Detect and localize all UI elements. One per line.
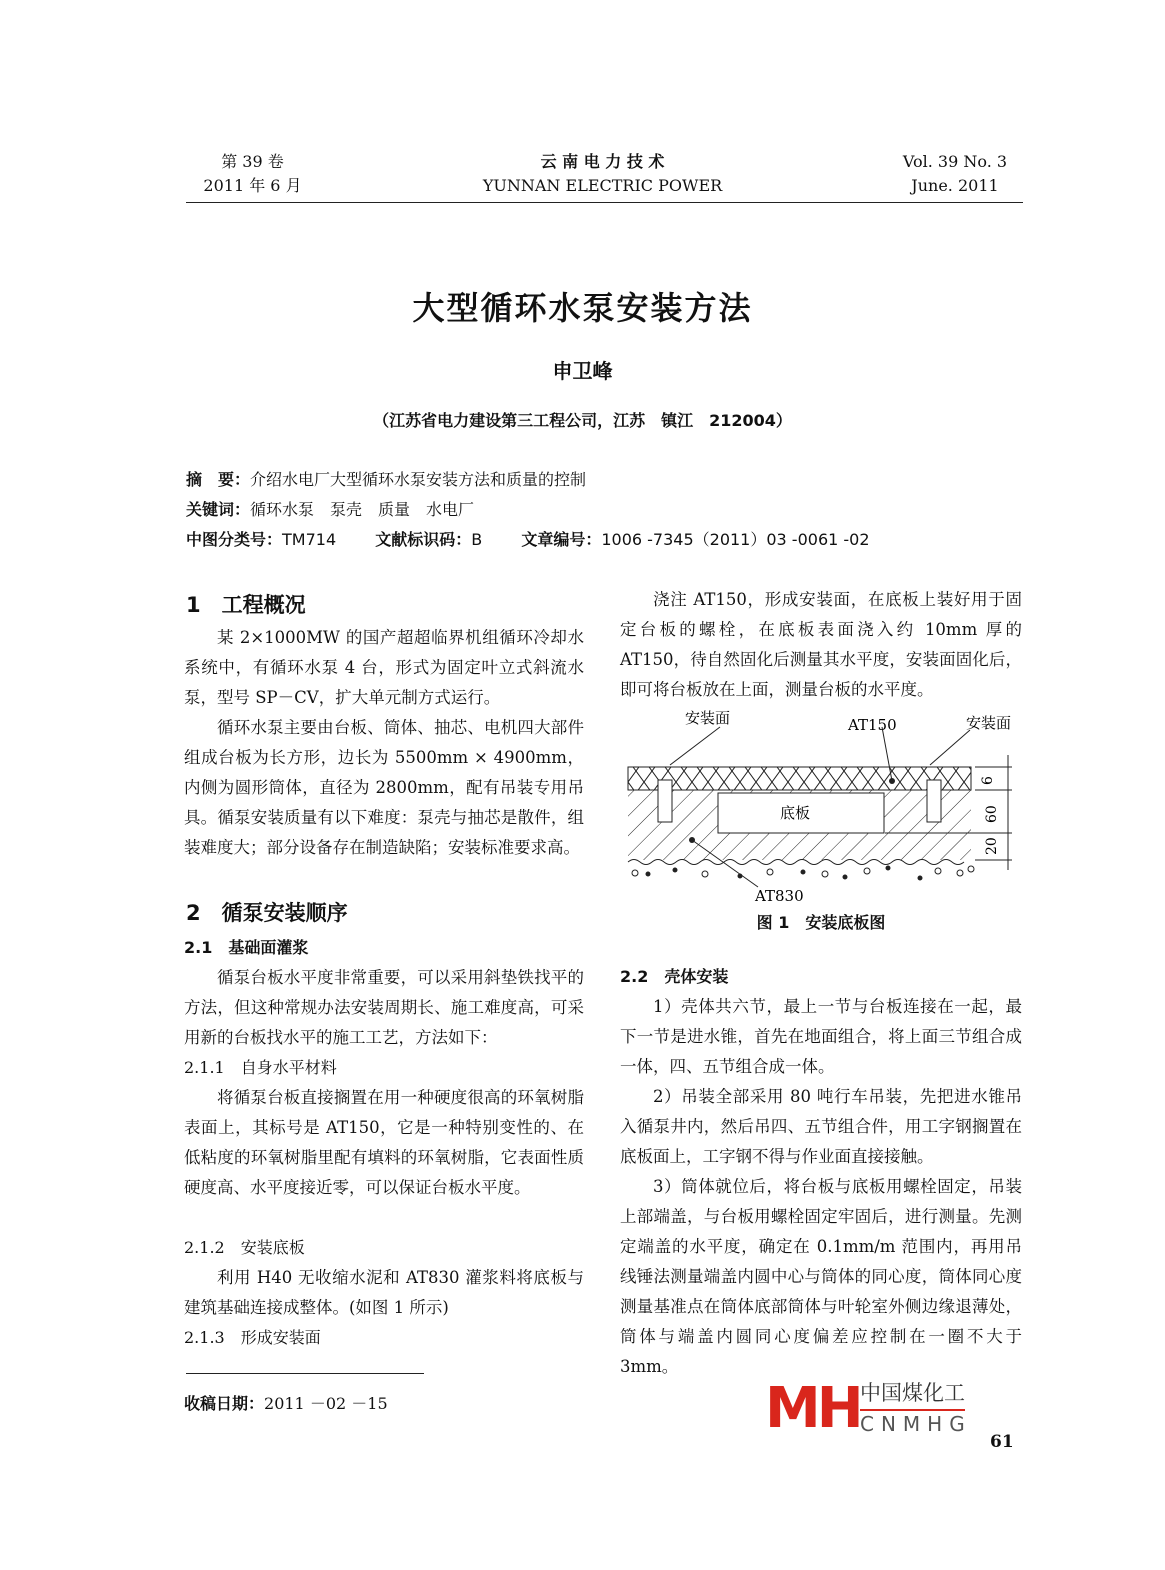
watermark-cn: 中国煤化工 [860, 1380, 965, 1411]
section-2-1-2-heading: 2.1.2 安装底板 [184, 1238, 305, 1257]
keywords-label: 关键词： [186, 500, 251, 519]
header-left [195, 150, 310, 198]
section-2-heading: 2 循泵安装顺序 [186, 901, 348, 925]
abstract-label: 摘 要： [186, 470, 251, 489]
section-2-1-heading: 2.1 基础面灌浆 [184, 938, 309, 957]
article-no-label: 文章编号： [521, 530, 602, 549]
left-text-2 [184, 963, 584, 1053]
abstract-text: 介绍水电厂大型循环水泵安装方法和质量的控制 [250, 470, 587, 489]
date-cn: 2011 年 6 月 [203, 176, 302, 195]
label-install-surface-right: 安装面 [966, 714, 1012, 732]
doc-code-label: 文献标识码： [375, 530, 472, 549]
watermark-logo [765, 1376, 975, 1441]
page-number: 61 [990, 1432, 1014, 1452]
paragraph: 某 2×1000MW 的国产超超临界机组循环冷却水系统中，有循环水泵 4 台，形式为固定叶立式斜流水泵，型号 SP－CV，扩大单元制方式运行。 [184, 628, 584, 707]
footnote-rule [186, 1373, 424, 1374]
paragraph: 1）壳体共六节，最上一节与台板连接在一起，最下一节是进水锥，首先在地面组合，将上面三节组合成一体，四、五节组合成一体。 [620, 997, 1022, 1076]
received-label: 收稿日期： [184, 1394, 265, 1413]
date-en: June. 2011 [911, 176, 999, 195]
epoxy-layer [628, 767, 971, 790]
received-value: 2011 －02 －15 [264, 1394, 388, 1413]
left-text-1 [184, 623, 584, 863]
watermark-en: CNMHG [860, 1412, 972, 1436]
left-text-4 [184, 1263, 584, 1323]
bolt-right [927, 780, 941, 822]
paragraph: 利用 H40 无收缩水泥和 AT830 灌浆料将底板与建筑基础连接成整体。(如图 1 所示) [184, 1268, 584, 1317]
ground-line [628, 860, 964, 865]
right-text-1 [620, 585, 1022, 705]
watermark-mark: MH [765, 1376, 860, 1441]
author: 申卫峰 [552, 359, 613, 383]
paragraph: 将循泵台板直接搁置在用一种硬度很高的环氧树脂表面上，其标号是 AT150，它是一种特别变性的、在低粘度的环氧树脂里配有填料的环氧树脂，它表面性质硬度高、水平度接近零，可以保证台板水平度。 [184, 1088, 584, 1197]
label-at150: AT150 [848, 716, 897, 734]
header-rule [186, 202, 1023, 203]
article-no-value: 1006 -7345（2011）03 -0061 -02 [601, 530, 870, 549]
journal-name-cn: 云 南 电 力 技 术 [540, 152, 665, 171]
abstract [186, 465, 586, 495]
section-2-2-heading: 2.2 壳体安装 [620, 967, 729, 986]
section-1-heading: 1 工程概况 [186, 593, 306, 617]
section-2-1-1-heading: 2.1.1 自身水平材料 [184, 1058, 337, 1077]
dim-60: 60 [984, 805, 1000, 823]
label-at830: AT830 [755, 887, 804, 905]
paragraph: 2）吊装全部采用 80 吨行车吊装，先把进水锥吊入循泵井内，然后吊四、五节组合件，用工字钢搁置在底板面上，工字钢不得与作业面直接接触。 [620, 1087, 1022, 1166]
journal-name-en: YUNNAN ELECTRIC POWER [482, 176, 723, 195]
classification [186, 525, 870, 555]
volume-cn: 第 39 卷 [221, 152, 284, 171]
plate-label: 底板 [780, 804, 811, 822]
bolt-left [658, 780, 672, 822]
received-date [184, 1389, 388, 1419]
keywords-text: 循环水泵 泵壳 质量 水电厂 [250, 500, 475, 519]
dim-20: 20 [984, 837, 1000, 855]
figure-caption: 图 1 安装底板图 [756, 913, 886, 932]
right-text-2 [620, 992, 1022, 1382]
header-center [430, 150, 775, 198]
figure-1 [620, 705, 1025, 905]
keywords [186, 495, 474, 525]
volume-en: Vol. 39 No. 3 [902, 152, 1008, 171]
clc-label: 中图分类号： [186, 530, 283, 549]
paragraph: 循泵台板水平度非常重要，可以采用斜垫铁找平的方法，但这种常规办法安装周期长、施工难度高，可采用新的台板找水平的施工工艺，方法如下： [184, 968, 584, 1047]
paper-title: 大型循环水泵安装方法 [412, 289, 753, 327]
doc-code-value: B [471, 530, 483, 549]
label-install-surface-left: 安装面 [685, 709, 731, 727]
paragraph: 循环水泵主要由台板、筒体、抽芯、电机四大部件组成台板为长方形，边长为 5500mm × 4900mm，内侧为圆形筒体，直径为 2800mm，配有吊装专用吊具。循泵安装质量有以下难度：泵壳与抽芯是散件，组装难度大；部分设备存在制造缺陷；安装标准要求高。 [184, 718, 584, 857]
affiliation: （江苏省电力建设第三工程公司，江苏 镇江 212004） [373, 411, 792, 430]
header-right [890, 150, 1020, 198]
paragraph: 3）筒体就位后，将台板与底板用螺栓固定，吊装上部端盖，与台板用螺栓固定牢固后，进行测量。先测定端盖的水平度，确定在 0.1mm/m 范围内，再用吊线锤法测量端盖内圆中心与筒体的同心度，筒体同心度测量基准点在筒体底部筒体与叶轮室外侧边缘退薄处，筒体与端盖内圆同心度偏差应控制在一圈不大于 3mm。 [620, 1177, 1022, 1376]
clc-value: TM714 [282, 530, 337, 549]
section-2-1-3-heading: 2.1.3 形成安装面 [184, 1328, 321, 1347]
left-text-3 [184, 1083, 584, 1203]
dim-6: 6 [980, 776, 996, 785]
gravel [632, 866, 974, 880]
paragraph: 浇注 AT150，形成安装面，在底板上装好用于固定台板的螺栓，在底板表面浇入约 10mm 厚的 AT150，待自然固化后测量其水平度，安装面固化后，即可将台板放在上面，测量台板的水平度。 [620, 590, 1022, 699]
